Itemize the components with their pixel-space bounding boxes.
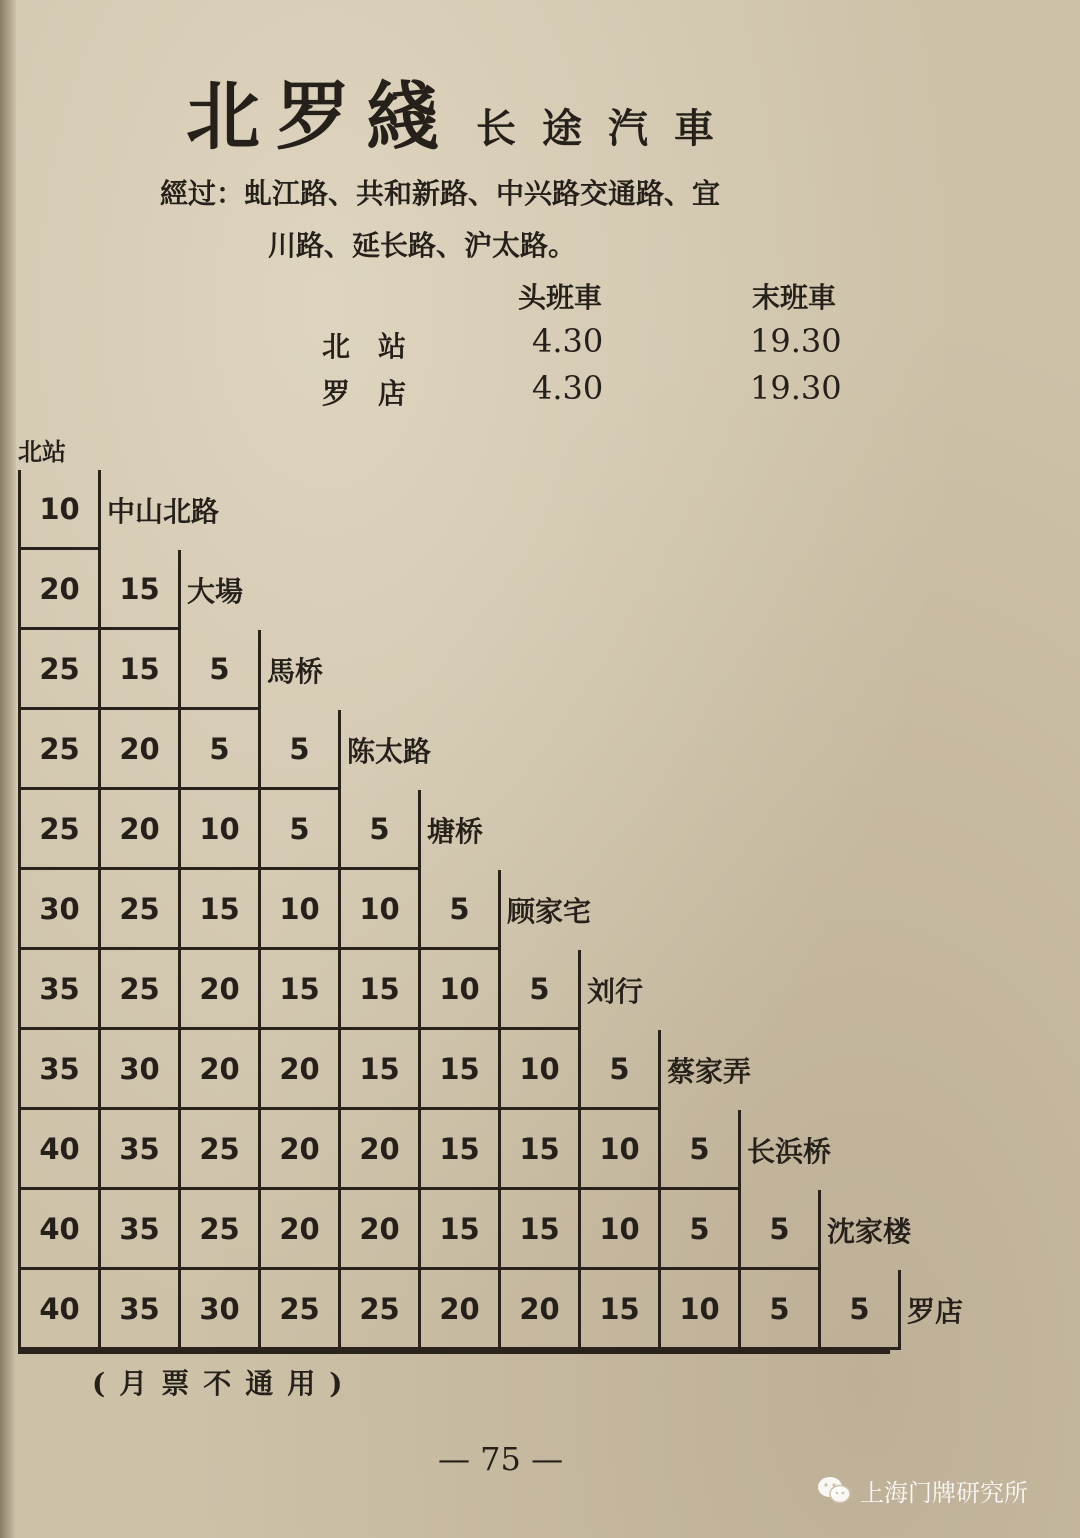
fare-cell: 15 <box>498 1190 578 1270</box>
start-station-label: 北站 <box>18 437 66 466</box>
stop-name: 顾家宅 <box>498 870 591 950</box>
stop-name: 罗店 <box>898 1270 963 1350</box>
via-line-1: 虬江路、共和新路、中兴路交通路、宜 <box>244 177 721 210</box>
fare-cell: 10 <box>178 790 258 870</box>
fare-cell: 20 <box>258 1030 338 1110</box>
fare-cell: 20 <box>98 710 178 790</box>
fare-cell: 35 <box>98 1110 178 1190</box>
fare-cell: 15 <box>338 1030 418 1110</box>
fare-cell: 25 <box>18 790 98 870</box>
fare-cell: 25 <box>98 950 178 1030</box>
fare-cell: 35 <box>98 1190 178 1270</box>
fare-cell: 30 <box>98 1030 178 1110</box>
fare-cell: 20 <box>418 1270 498 1350</box>
stop-name: 陈太路 <box>338 710 431 790</box>
fare-cell: 15 <box>338 950 418 1030</box>
watermark <box>816 1470 1028 1510</box>
fare-cell: 5 <box>418 870 498 950</box>
wechat-icon <box>816 1475 852 1505</box>
schedule-first-time: 4.30 <box>532 322 604 360</box>
stop-name: 馬桥 <box>258 630 323 710</box>
schedule-first-time: 4.30 <box>532 369 604 407</box>
fare-cell: 30 <box>18 870 98 950</box>
fare-cell: 15 <box>498 1110 578 1190</box>
fare-cell: 15 <box>418 1030 498 1110</box>
fare-cell: 25 <box>18 630 98 710</box>
fare-cell: 10 <box>258 870 338 950</box>
fare-cell: 25 <box>258 1270 338 1350</box>
fare-cell: 20 <box>338 1190 418 1270</box>
fare-cell: 20 <box>98 790 178 870</box>
schedule-last-time: 19.30 <box>750 369 842 407</box>
watermark-text: 上海门牌研究所 <box>860 1478 1028 1507</box>
fare-cell: 5 <box>258 710 338 790</box>
fare-cell: 5 <box>258 790 338 870</box>
fare-cell: 25 <box>178 1110 258 1190</box>
stop-name: 大場 <box>178 550 243 630</box>
fare-cell: 10 <box>578 1190 658 1270</box>
fare-cell: 20 <box>258 1110 338 1190</box>
fare-cell: 5 <box>658 1110 738 1190</box>
fare-cell: 5 <box>178 630 258 710</box>
fare-cell: 25 <box>178 1190 258 1270</box>
fare-cell: 5 <box>658 1190 738 1270</box>
fare-cell: 15 <box>258 950 338 1030</box>
fare-cell: 10 <box>338 870 418 950</box>
fare-cell: 10 <box>578 1110 658 1190</box>
fare-cell: 5 <box>178 710 258 790</box>
fare-cell: 20 <box>258 1190 338 1270</box>
fare-cell: 40 <box>18 1190 98 1270</box>
schedule-station: 北 站 <box>322 330 407 363</box>
fare-cell: 40 <box>18 1110 98 1190</box>
table-bottom-rule <box>18 1350 890 1354</box>
route-type: 长途汽車 <box>476 106 740 152</box>
fare-cell: 35 <box>18 1030 98 1110</box>
stop-name: 沈家楼 <box>818 1190 911 1270</box>
fare-cell: 5 <box>498 950 578 1030</box>
fare-cell: 40 <box>18 1270 98 1350</box>
fare-cell: 10 <box>418 950 498 1030</box>
fare-cell: 15 <box>178 870 258 950</box>
fare-cell: 20 <box>178 1030 258 1110</box>
fare-cell: 10 <box>498 1030 578 1110</box>
fare-cell: 15 <box>98 630 178 710</box>
fare-cell: 20 <box>498 1270 578 1350</box>
fare-cell: 25 <box>98 870 178 950</box>
stop-name: 中山北路 <box>98 470 219 550</box>
schedule-station: 罗 店 <box>322 377 407 410</box>
fare-cell: 10 <box>658 1270 738 1350</box>
via-line-2: 川路、延长路、沪太路。 <box>268 229 577 262</box>
fare-cell: 5 <box>738 1190 818 1270</box>
stop-name: 刘行 <box>578 950 643 1030</box>
fare-cell: 15 <box>418 1110 498 1190</box>
fare-cell: 15 <box>418 1190 498 1270</box>
fare-cell: 5 <box>818 1270 898 1350</box>
stop-name: 长浜桥 <box>738 1110 831 1190</box>
fare-cell: 25 <box>338 1270 418 1350</box>
fare-cell: 30 <box>178 1270 258 1350</box>
fare-cell: 35 <box>98 1270 178 1350</box>
fare-cell: 5 <box>338 790 418 870</box>
fare-cell: 10 <box>18 470 98 550</box>
footnote: (月票不通用) <box>92 1367 357 1400</box>
via-label: 經过： <box>160 177 245 210</box>
first-bus-header: 头班車 <box>518 281 603 314</box>
fare-cell: 25 <box>18 710 98 790</box>
fare-cell: 15 <box>98 550 178 630</box>
schedule-last-time: 19.30 <box>750 322 842 360</box>
stop-name: 塘桥 <box>418 790 483 870</box>
page-number: — 75 — <box>438 1440 564 1478</box>
fare-cell: 20 <box>338 1110 418 1190</box>
fare-cell: 20 <box>178 950 258 1030</box>
last-bus-header: 末班車 <box>752 281 837 314</box>
fare-cell: 35 <box>18 950 98 1030</box>
route-name: 北罗綫 <box>186 74 456 160</box>
fare-cell: 20 <box>18 550 98 630</box>
stop-name: 蔡家弄 <box>658 1030 751 1110</box>
fare-cell: 15 <box>578 1270 658 1350</box>
fare-cell: 5 <box>738 1270 818 1350</box>
fare-cell: 5 <box>578 1030 658 1110</box>
